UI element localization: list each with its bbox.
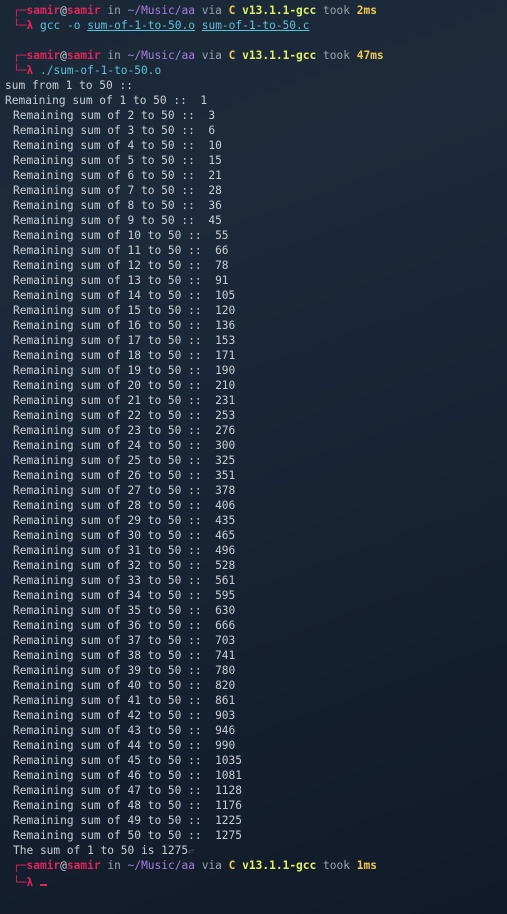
prompt-at: @ bbox=[60, 4, 67, 17]
output-row: Remaining sum of 25 to 50 :: 325 bbox=[13, 454, 236, 467]
output-row: Remaining sum of 24 to 50 :: 300 bbox=[13, 439, 236, 452]
output-row: Remaining sum of 23 to 50 :: 276 bbox=[13, 424, 236, 437]
prompt-path: ~/Music/aa bbox=[127, 49, 195, 62]
prompt-via: via bbox=[201, 859, 222, 872]
prompt-in: in bbox=[107, 4, 121, 17]
prompt-path: ~/Music/aa bbox=[127, 859, 195, 872]
output-row: Remaining sum of 40 to 50 :: 820 bbox=[13, 679, 236, 692]
prompt-host: samir bbox=[66, 49, 101, 62]
prompt-lang: C bbox=[228, 49, 236, 62]
command-arg-source[interactable]: sum-of-1-to-50.c bbox=[201, 19, 310, 32]
command: ./sum-of-1-to-50.o bbox=[39, 64, 162, 77]
output-header: sum from 1 to 50 :: bbox=[5, 79, 133, 92]
output-row: Remaining sum of 38 to 50 :: 741 bbox=[13, 649, 236, 662]
prompt-corner-top: ┌─ bbox=[13, 4, 27, 17]
prompt-lang: C bbox=[228, 859, 236, 872]
output-row: Remaining sum of 41 to 50 :: 861 bbox=[13, 694, 236, 707]
output-row: Remaining sum of 4 to 50 :: 10 bbox=[13, 139, 222, 152]
output-row: Remaining sum of 48 to 50 :: 1176 bbox=[13, 799, 243, 812]
output-row: Remaining sum of 12 to 50 :: 78 bbox=[13, 259, 229, 272]
prompt-corner-bottom: └─ bbox=[13, 64, 27, 77]
output-row: Remaining sum of 46 to 50 :: 1081 bbox=[13, 769, 243, 782]
prompt-user: samir bbox=[26, 49, 61, 62]
prompt-via: via bbox=[201, 49, 222, 62]
output-row: Remaining sum of 36 to 50 :: 666 bbox=[13, 619, 236, 632]
output-row: Remaining sum of 43 to 50 :: 946 bbox=[13, 724, 236, 737]
output-row: Remaining sum of 22 to 50 :: 253 bbox=[13, 409, 236, 422]
prompt-version: v13.1.1-gcc bbox=[242, 4, 317, 17]
output-row: Remaining sum of 5 to 50 :: 15 bbox=[13, 154, 222, 167]
prompt-corner-top: ┌─ bbox=[13, 859, 27, 872]
prompt-corner-top: ┌─ bbox=[13, 49, 27, 62]
prompt-header-1 bbox=[13, 3, 377, 18]
output-row: Remaining sum of 11 to 50 :: 66 bbox=[13, 244, 229, 257]
output-row: Remaining sum of 10 to 50 :: 55 bbox=[13, 229, 229, 242]
prompt-time: 47ms bbox=[356, 49, 384, 62]
command-line-1 bbox=[13, 18, 310, 33]
prompt-host: samir bbox=[66, 4, 101, 17]
output-row: Remaining sum of 3 to 50 :: 6 bbox=[13, 124, 216, 137]
output-row: Remaining sum of 20 to 50 :: 210 bbox=[13, 379, 236, 392]
command-line-2 bbox=[13, 63, 161, 78]
output-row: Remaining sum of 14 to 50 :: 105 bbox=[13, 289, 236, 302]
output-row: Remaining sum of 44 to 50 :: 990 bbox=[13, 739, 236, 752]
newline-marker-icon: ⏎ bbox=[188, 847, 194, 857]
prompt-at: @ bbox=[60, 49, 67, 62]
prompt-in: in bbox=[107, 49, 121, 62]
output-row: Remaining sum of 18 to 50 :: 171 bbox=[13, 349, 236, 362]
output-first-row: Remaining sum of 1 to 50 :: 1 bbox=[5, 94, 208, 107]
prompt-lang: C bbox=[228, 4, 236, 17]
lambda-icon: λ bbox=[26, 876, 34, 889]
output-row: Remaining sum of 45 to 50 :: 1035 bbox=[13, 754, 243, 767]
prompt-took: took bbox=[323, 49, 350, 62]
prompt-user: samir bbox=[26, 4, 61, 17]
output-row: Remaining sum of 28 to 50 :: 406 bbox=[13, 499, 236, 512]
output-row: Remaining sum of 47 to 50 :: 1128 bbox=[13, 784, 243, 797]
prompt-header-2 bbox=[13, 48, 384, 63]
prompt-corner-bottom: └─ bbox=[13, 19, 27, 32]
output-row: Remaining sum of 9 to 50 :: 45 bbox=[13, 214, 222, 227]
output-row: Remaining sum of 33 to 50 :: 561 bbox=[13, 574, 236, 587]
output-row: Remaining sum of 26 to 50 :: 351 bbox=[13, 469, 236, 482]
output-row: Remaining sum of 27 to 50 :: 378 bbox=[13, 484, 236, 497]
output-row: Remaining sum of 13 to 50 :: 91 bbox=[13, 274, 229, 287]
prompt-path: ~/Music/aa bbox=[127, 4, 195, 17]
prompt-time: 1ms bbox=[356, 859, 377, 872]
prompt-in: in bbox=[107, 859, 121, 872]
output-row: Remaining sum of 6 to 50 :: 21 bbox=[13, 169, 222, 182]
output-row: Remaining sum of 15 to 50 :: 120 bbox=[13, 304, 236, 317]
output-row: Remaining sum of 30 to 50 :: 465 bbox=[13, 529, 236, 542]
prompt-host: samir bbox=[66, 859, 101, 872]
lambda-icon: λ bbox=[26, 64, 34, 77]
prompt-took: took bbox=[323, 4, 350, 17]
output-row: Remaining sum of 37 to 50 :: 703 bbox=[13, 634, 236, 647]
output-row: Remaining sum of 21 to 50 :: 231 bbox=[13, 394, 236, 407]
output-row: Remaining sum of 7 to 50 :: 28 bbox=[13, 184, 222, 197]
command: gcc bbox=[39, 19, 61, 32]
output-row: Remaining sum of 50 to 50 :: 1275 bbox=[13, 829, 243, 842]
output-row: Remaining sum of 29 to 50 :: 435 bbox=[13, 514, 236, 527]
command-line-3[interactable] bbox=[13, 873, 47, 888]
cursor[interactable] bbox=[40, 873, 47, 886]
output-row: Remaining sum of 8 to 50 :: 36 bbox=[13, 199, 222, 212]
output-row: Remaining sum of 16 to 50 :: 136 bbox=[13, 319, 236, 332]
output-row: Remaining sum of 31 to 50 :: 496 bbox=[13, 544, 236, 557]
prompt-via: via bbox=[201, 4, 222, 17]
lambda-icon: λ bbox=[26, 19, 34, 32]
output-row: Remaining sum of 32 to 50 :: 528 bbox=[13, 559, 236, 572]
output-row: Remaining sum of 34 to 50 :: 595 bbox=[13, 589, 236, 602]
output-row: Remaining sum of 17 to 50 :: 153 bbox=[13, 334, 236, 347]
command-flag: -o bbox=[66, 19, 81, 32]
prompt-version: v13.1.1-gcc bbox=[242, 859, 317, 872]
prompt-at: @ bbox=[60, 859, 67, 872]
prompt-took: took bbox=[323, 859, 350, 872]
total-text: The sum of 1 to 50 is 1275 bbox=[13, 844, 189, 857]
prompt-version: v13.1.1-gcc bbox=[242, 49, 317, 62]
prompt-user: samir bbox=[26, 859, 61, 872]
output-row: Remaining sum of 49 to 50 :: 1225 bbox=[13, 814, 243, 827]
prompt-header-3 bbox=[13, 858, 377, 873]
output-row: Remaining sum of 19 to 50 :: 190 bbox=[13, 364, 236, 377]
output-row: Remaining sum of 35 to 50 :: 630 bbox=[13, 604, 236, 617]
prompt-time: 2ms bbox=[356, 4, 377, 17]
output-row: Remaining sum of 39 to 50 :: 780 bbox=[13, 664, 236, 677]
prompt-corner-bottom: └─ bbox=[13, 876, 27, 889]
command-arg-output[interactable]: sum-of-1-to-50.o bbox=[87, 19, 195, 32]
output-row: Remaining sum of 42 to 50 :: 903 bbox=[13, 709, 236, 722]
output-row: Remaining sum of 2 to 50 :: 3 bbox=[13, 109, 216, 122]
output-total bbox=[13, 843, 194, 858]
